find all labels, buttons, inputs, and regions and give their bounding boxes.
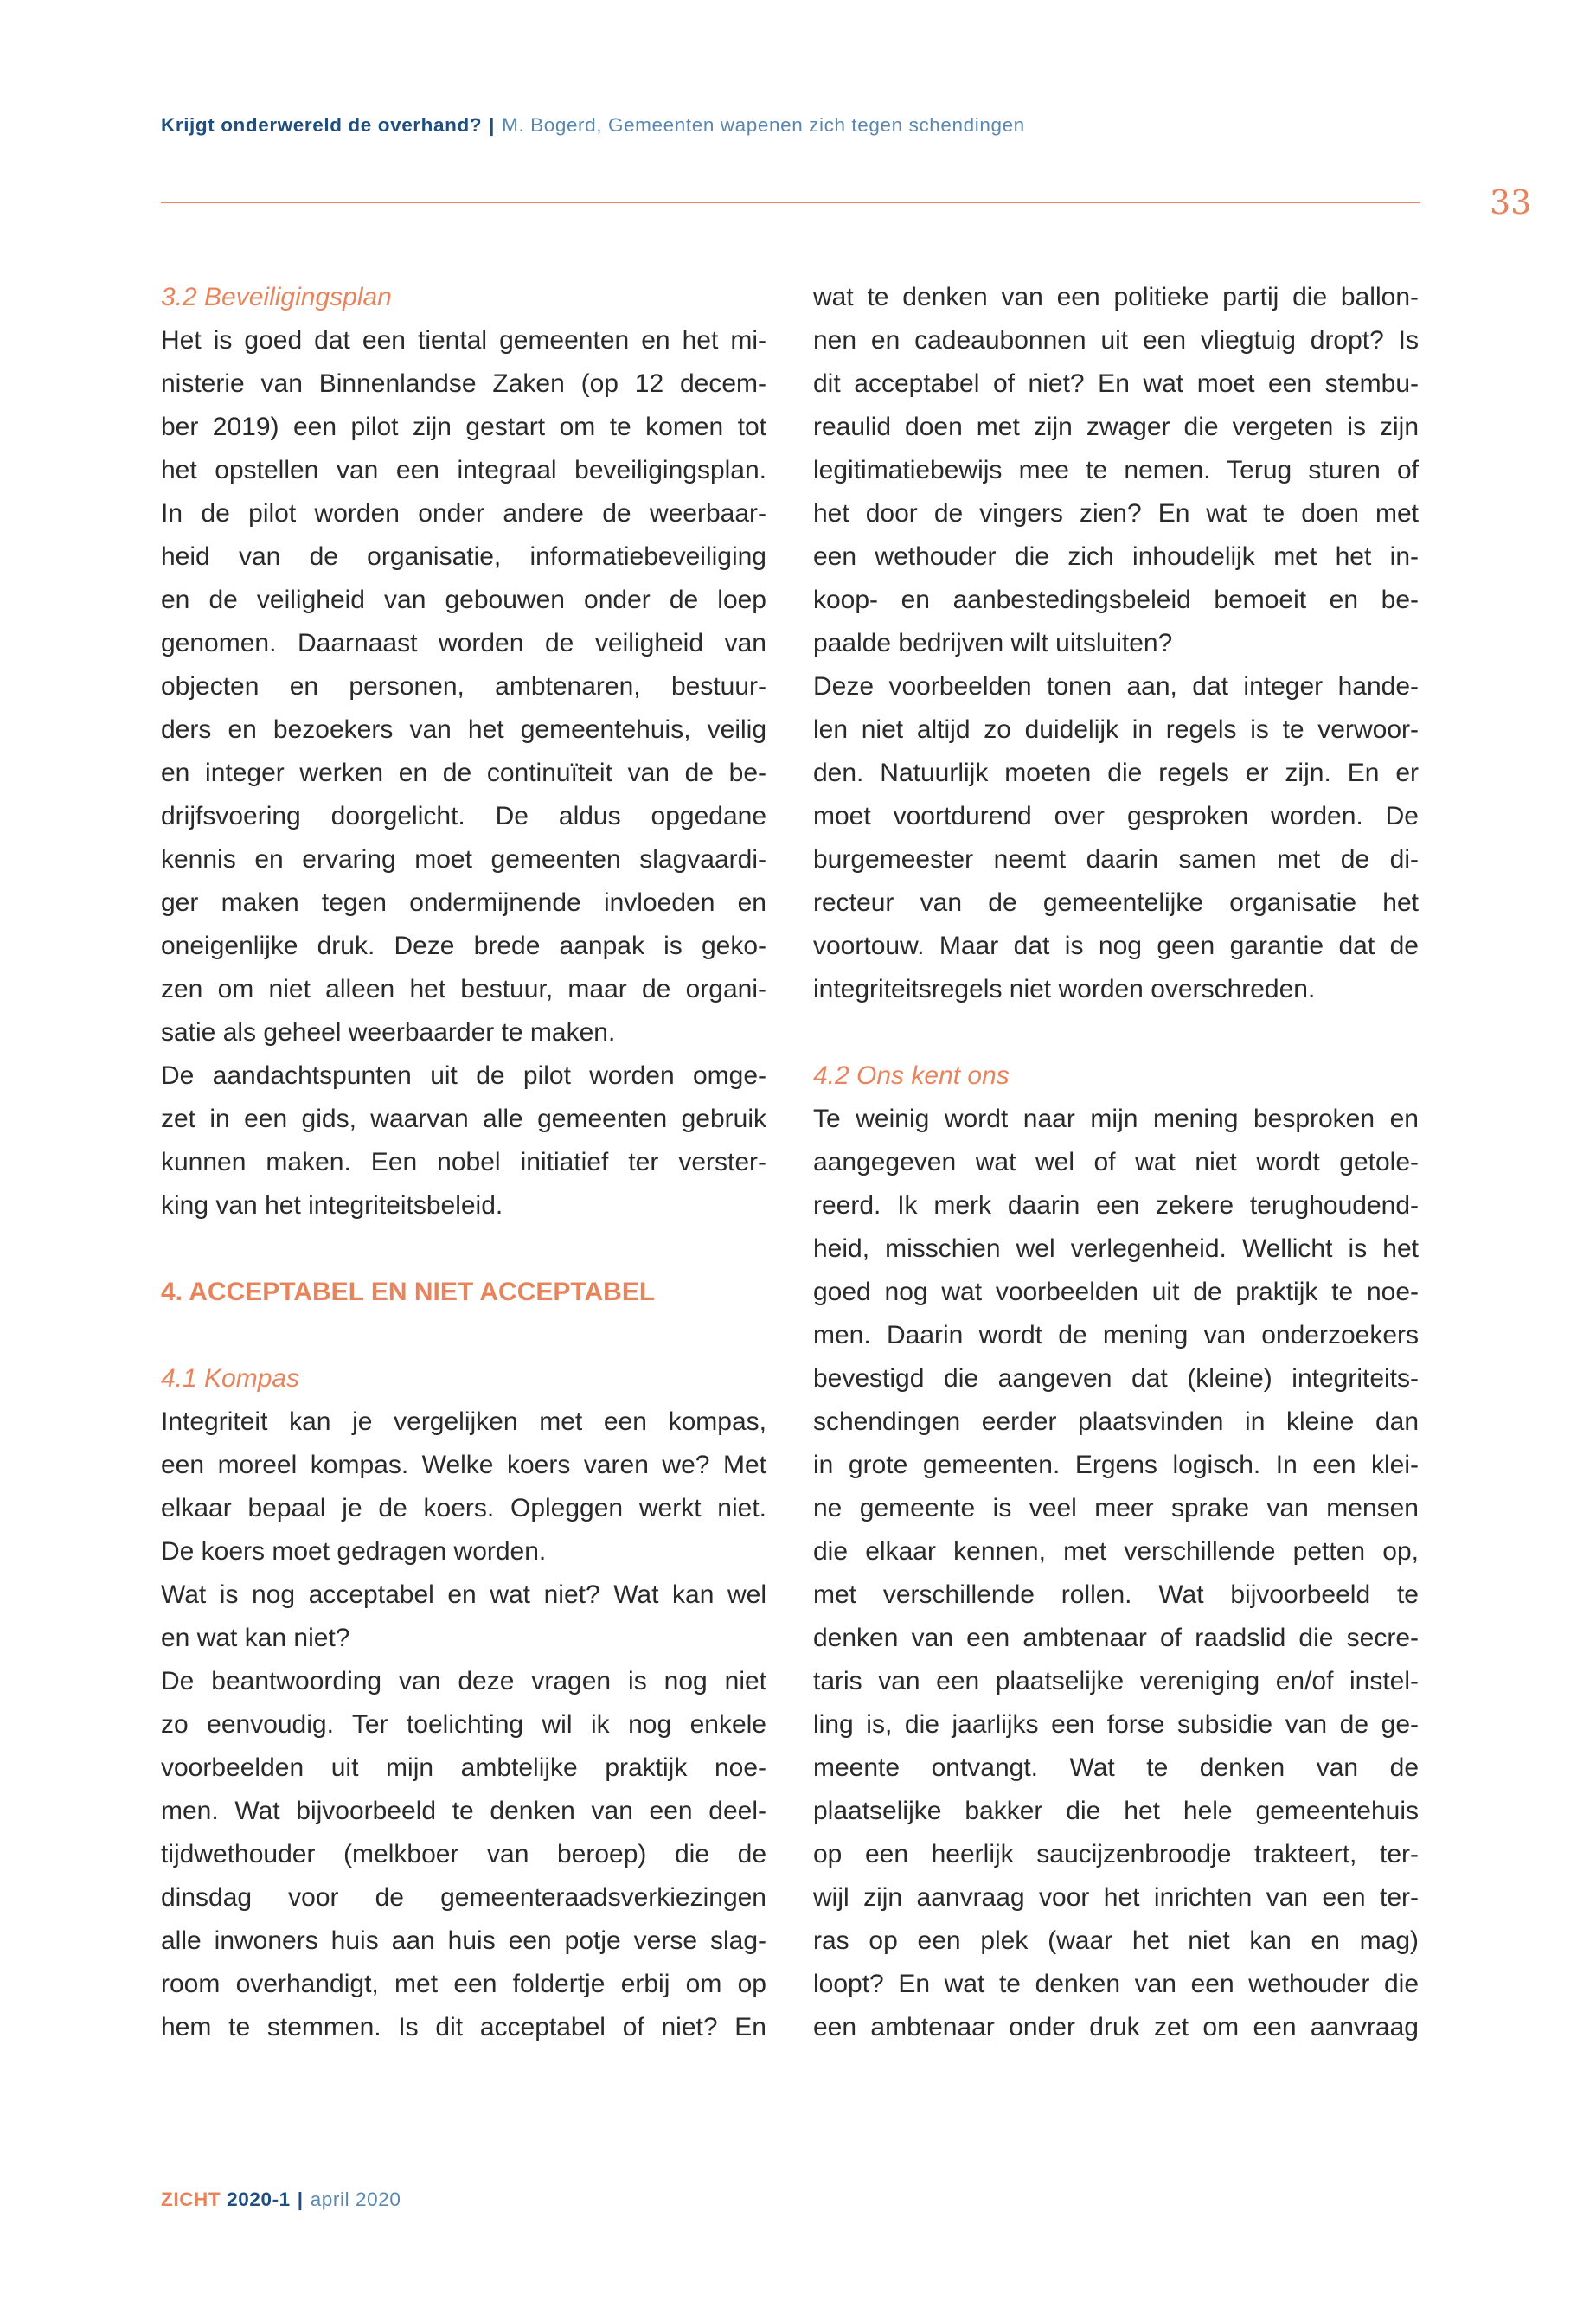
text-line: legitimatiebewijs mee te nemen. Terug sturen of: [813, 456, 1419, 484]
text-line: alle inwoners huis aan huis een potje verse slag-: [161, 1926, 766, 1955]
section-heading-4: 4. ACCEPTABEL EN NIET ACCEPTABEL: [161, 1278, 656, 1306]
paragraph-examples: [161, 1660, 766, 2049]
text-line: meente ontvangt. Wat te denken van de: [813, 1753, 1419, 1782]
text-line: genomen. Daarnaast worden de veiligheid van: [161, 629, 766, 657]
footer-journal: ZICHT: [161, 2189, 221, 2210]
text-line: heid van de organisatie, informatiebeveiliging: [161, 542, 766, 571]
text-line: het opstellen van een integraal beveiligingsplan.: [161, 456, 766, 484]
footer: [161, 2189, 401, 2211]
text-line: wijl zijn aanvraag voor het inrichten van een ter-: [813, 1883, 1419, 1912]
running-header: [161, 114, 1025, 137]
header-series-title: Krijgt onderwereld de overhand?: [161, 114, 483, 136]
text-line: zen om niet alleen het bestuur, maar de organi-: [161, 975, 766, 1003]
paragraph-questions: [161, 1574, 766, 1660]
text-line: In de pilot worden onder andere de weerbaar-: [161, 499, 766, 528]
paragraph-guide: [161, 1054, 766, 1227]
heading-3-2: 3.2 Beveiligingsplan: [161, 283, 392, 311]
text-line: Integriteit kan je vergelijken met een kompas,: [161, 1407, 766, 1436]
text-line: goed nog wat voorbeelden uit de praktijk te noe-: [813, 1278, 1419, 1306]
footer-issue: 2020-1: [227, 2189, 291, 2210]
text-line: een wethouder die zich inhoudelijk met het in-: [813, 542, 1419, 571]
text-line: oneigenlijke druk. Deze brede aanpak is geko-: [161, 932, 766, 960]
heading-4-2: 4.2 Ons kent ons: [813, 1061, 1010, 1090]
text-line: Wat is nog acceptabel en wat niet? Wat kan wel: [161, 1580, 766, 1609]
text-line: heid, misschien wel verlegenheid. Wellicht is het: [813, 1234, 1419, 1263]
text-line: kennis en ervaring moet gemeenten slagvaardi-: [161, 845, 766, 874]
text-line: en integer werken en de continuïteit van de be-: [161, 759, 766, 787]
text-line: De koers moet gedragen worden.: [161, 1537, 547, 1566]
text-line: hem te stemmen. Is dit acceptabel of niet? En: [161, 2013, 766, 2041]
header-rule: [161, 202, 1420, 203]
text-line: ling is, die jaarlijks een forse subsidie van de ge-: [813, 1710, 1419, 1739]
footer-separator: |: [297, 2189, 304, 2210]
paragraph-pilot: [161, 319, 766, 1054]
footer-date: april 2020: [310, 2189, 401, 2210]
text-line: king van het integriteitsbeleid.: [161, 1191, 503, 1220]
text-line: in grote gemeenten. Ergens logisch. In een klei-: [813, 1451, 1419, 1479]
text-line: koop- en aanbestedingsbeleid bemoeit en be-: [813, 586, 1419, 614]
text-line: nen en cadeaubonnen uit een vliegtuig dropt? Is: [813, 326, 1419, 355]
header-separator: |: [489, 114, 496, 136]
text-line: schendingen eerder plaatsvinden in kleine dan: [813, 1407, 1419, 1436]
text-line: voorbeelden uit mijn ambtelijke praktijk noe-: [161, 1753, 766, 1782]
text-line: zet in een gids, waarvan alle gemeenten gebruik: [161, 1105, 766, 1133]
text-line: dinsdag voor de gemeenteraadsverkiezingen: [161, 1883, 766, 1912]
text-line: en de veiligheid van gebouwen onder de loep: [161, 586, 766, 614]
text-line: recteur van de gemeentelijke organisatie het: [813, 888, 1419, 917]
text-line: paalde bedrijven wilt uitsluiten?: [813, 629, 1173, 657]
text-line: tijdwethouder (melkboer van beroep) die de: [161, 1840, 766, 1868]
paragraph-rules: [813, 665, 1419, 1011]
text-line: met verschillende rollen. Wat bijvoorbeeld te: [813, 1580, 1419, 1609]
text-line: elkaar bepaal je de koers. Opleggen werkt niet.: [161, 1494, 766, 1522]
text-line: aangegeven wat wel of wat niet wordt getole-: [813, 1148, 1419, 1176]
text-line: De beantwoording van deze vragen is nog niet: [161, 1667, 766, 1695]
text-line: reerd. Ik merk daarin een zekere terughoudend-: [813, 1191, 1419, 1220]
text-line: men. Daarin wordt de mening van onderzoekers: [813, 1321, 1419, 1349]
text-line: satie als geheel weerbaarder te maken.: [161, 1018, 616, 1047]
text-line: room overhandigt, met een foldertje erbij om op: [161, 1970, 766, 1998]
text-line: het door de vingers zien? En wat te doen met: [813, 499, 1419, 528]
text-line: zo eenvoudig. Ter toelichting wil ik nog enkele: [161, 1710, 766, 1739]
text-line: len niet altijd zo duidelijk in regels is te verwoor-: [813, 715, 1419, 744]
text-line: op een heerlijk saucijzenbroodje trakteert, ter-: [813, 1840, 1419, 1868]
paragraph-compass: [161, 1400, 766, 1574]
text-line: denken van een ambtenaar of raadslid die secre-: [813, 1624, 1419, 1652]
header-article-title: M. Bogerd, Gemeenten wapenen zich tegen schendingen: [502, 114, 1025, 136]
text-line: dit acceptabel of niet? En wat moet een stembu-: [813, 369, 1419, 398]
text-line: ras op een plek (waar het niet kan en mag): [813, 1926, 1419, 1955]
text-line: ders en bezoekers van het gemeentehuis, veilig: [161, 715, 766, 744]
text-line: integriteitsregels niet worden overschreden.: [813, 975, 1316, 1003]
heading-4-1: 4.1 Kompas: [161, 1364, 300, 1393]
text-line: De aandachtspunten uit de pilot worden omge-: [161, 1061, 766, 1090]
text-line: en wat kan niet?: [161, 1624, 350, 1652]
text-line: ger maken tegen ondermijnende invloeden en: [161, 888, 766, 917]
text-line: objecten en personen, ambtenaren, bestuur-: [161, 672, 766, 701]
text-line: ber 2019) een pilot zijn gestart om te komen tot: [161, 413, 766, 441]
text-line: Te weinig wordt naar mijn mening besproken en: [813, 1105, 1419, 1133]
left-column: [161, 276, 766, 2049]
paragraph-continued: [813, 276, 1419, 665]
text-line: voortouw. Maar dat is nog geen garantie dat de: [813, 932, 1419, 960]
text-line: Deze voorbeelden tonen aan, dat integer hande-: [813, 672, 1419, 701]
text-line: die elkaar kennen, met verschillende petten op,: [813, 1537, 1419, 1566]
text-line: reaulid doen met zijn zwager die vergeten is zijn: [813, 413, 1419, 441]
text-line: nisterie van Binnenlandse Zaken (op 12 decem-: [161, 369, 766, 398]
text-line: loopt? En wat te denken van een wethouder die: [813, 1970, 1419, 1998]
right-column: [813, 276, 1419, 2049]
text-line: plaatselijke bakker die het hele gemeentehuis: [813, 1797, 1419, 1825]
text-line: burgemeester neemt daarin samen met de di-: [813, 845, 1419, 874]
text-line: een moreel kompas. Welke koers varen we? Met: [161, 1451, 766, 1479]
text-line: drijfsvoering doorgelicht. De aldus opgedane: [161, 802, 766, 830]
text-line: men. Wat bijvoorbeeld te denken van een deel-: [161, 1797, 766, 1825]
page-number: 33: [1490, 183, 1532, 221]
text-line: taris van een plaatselijke vereniging en/of instel-: [813, 1667, 1419, 1695]
text-line: den. Natuurlijk moeten die regels er zijn. En er: [813, 759, 1419, 787]
text-line: Het is goed dat een tiental gemeenten en het mi-: [161, 326, 766, 355]
text-line: een ambtenaar onder druk zet om een aanvraag: [813, 2013, 1419, 2041]
paragraph-small-municipalities: [813, 1098, 1419, 2049]
text-line: moet voortdurend over gesproken worden. De: [813, 802, 1419, 830]
text-line: ne gemeente is veel meer sprake van mensen: [813, 1494, 1419, 1522]
text-line: kunnen maken. Een nobel initiatief ter verster-: [161, 1148, 766, 1176]
text-line: bevestigd die aangeven dat (kleine) integriteits-: [813, 1364, 1419, 1393]
text-line: wat te denken van een politieke partij die ballon-: [813, 283, 1419, 311]
